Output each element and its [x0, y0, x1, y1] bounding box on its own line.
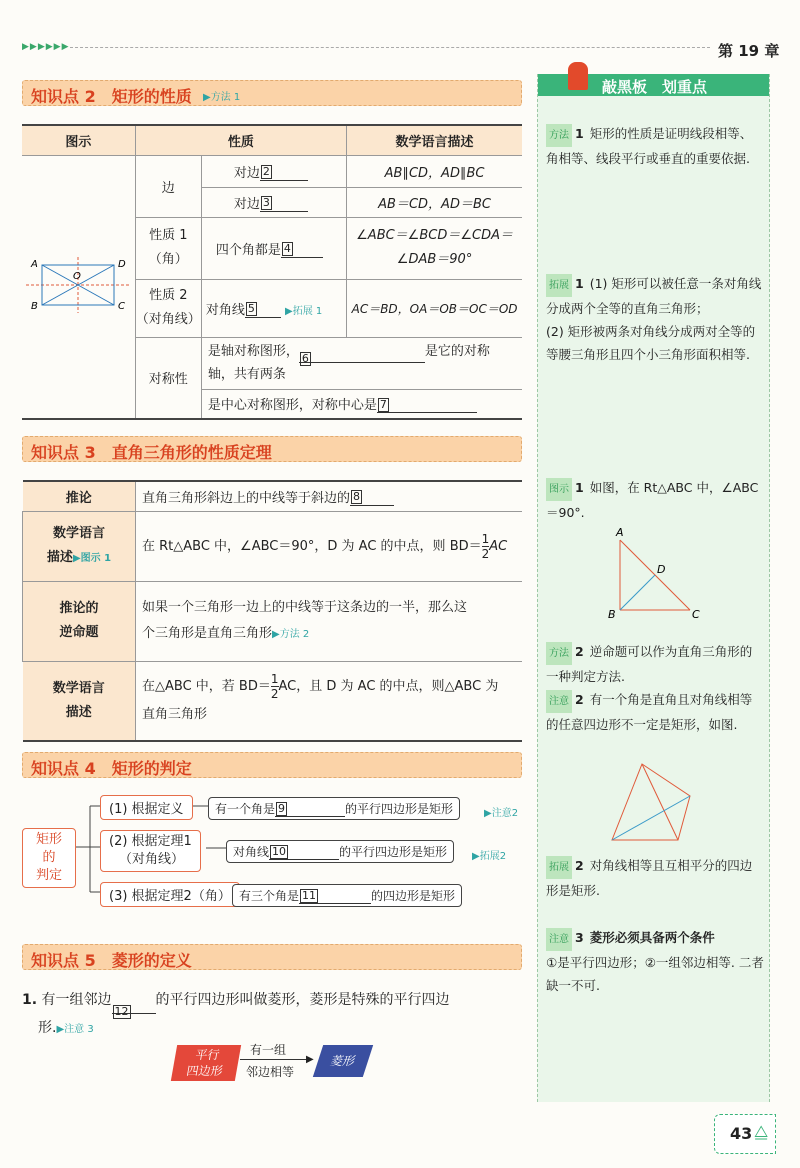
chapter-label: 第 19 章	[718, 42, 780, 60]
quadrilateral-figure	[608, 760, 704, 850]
fig-label-a: A	[31, 258, 39, 270]
n3-note	[546, 926, 764, 997]
teacher-icon	[568, 62, 588, 90]
blank-4[interactable]: 4	[283, 242, 291, 255]
fig-label-d: D	[118, 258, 127, 270]
k5-arrow-bottom: 邻边相等	[246, 1065, 295, 1079]
rect-figure	[26, 255, 130, 315]
col-math: 数学语言描述	[347, 125, 522, 155]
r4-text-c: 直角三角形	[142, 707, 208, 723]
k4-root	[22, 828, 76, 888]
edge1-text: 对边	[233, 165, 260, 181]
sidebar	[537, 74, 770, 1102]
k4-leaf2-ref[interactable]: ▶拓展2	[472, 851, 507, 862]
section-k3-header	[22, 436, 522, 462]
col-figure: 图示	[22, 125, 135, 155]
p1-text: 四个角都是	[215, 242, 281, 258]
col-property: 性质	[135, 125, 346, 155]
header-rule	[70, 47, 710, 48]
r3-label	[23, 581, 136, 661]
k4-leaf1	[208, 797, 460, 820]
r3-text-b: 个三角形是直角三角形	[142, 625, 273, 641]
f1-n: 1	[575, 480, 584, 495]
right-triangle-figure	[598, 526, 708, 622]
e1-text-b: (2) 矩形被两条对角线分成两对全等的等腰三角形且四个小三角形面积相等.	[546, 324, 756, 362]
k5-ref[interactable]: ▶注意 3	[56, 1024, 94, 1035]
k4-branch1: (1) 根据定义	[100, 795, 193, 820]
page-number: 43	[730, 1124, 753, 1143]
sym1-c: 轴，共有两条	[207, 367, 286, 382]
k5-arrow	[240, 1059, 310, 1060]
r2-den: 2	[481, 546, 490, 561]
r4-content	[136, 661, 523, 741]
blank-10[interactable]: 10	[272, 844, 287, 858]
k4-leaf2-b: 的平行四边形是矩形	[339, 845, 448, 859]
edge2-text: 对边	[233, 196, 260, 212]
k4-branch2	[100, 830, 201, 872]
n3-text: ①是平行四边形；②一组邻边相等. 二者缺一不可.	[546, 955, 764, 993]
n3-n: 3	[575, 930, 584, 945]
k5-parallelogram	[171, 1045, 241, 1081]
n2-tag: 注意	[546, 690, 572, 713]
r4-label1: 数学语言	[52, 680, 105, 696]
blank-6[interactable]: 6	[301, 351, 309, 365]
section-k5-title: 知识点 5 菱形的定义	[31, 951, 192, 970]
blank-5[interactable]: 5	[247, 302, 255, 315]
k4-root1: 矩形的	[35, 832, 62, 865]
p1-prop	[201, 217, 346, 279]
tri-label-a: A	[616, 526, 624, 539]
sym1-b: 是它的对称	[424, 344, 490, 359]
tri-label-b: B	[608, 608, 616, 621]
compass-icon: ⧋	[754, 1122, 769, 1141]
e1-note	[546, 272, 764, 366]
k4-root2: 判定	[35, 868, 62, 883]
e1-text-a: (1) 矩形可以被任意一条对角线分成两个全等的直角三角形；	[546, 276, 762, 316]
r3-label1: 推论的	[59, 601, 99, 616]
r4-text-b: AC，且 D 为 AC 的中点，则△ABC 为	[278, 679, 499, 695]
f1-text: 如图，在 Rt△ABC 中，∠ABC＝90°.	[546, 480, 759, 520]
r3-text-a: 如果一个三角形一边上的中线等于这条边的一半，那么这	[142, 599, 468, 615]
k4-leaf2-a: 对角线	[233, 845, 270, 859]
k4-leaf1-ref[interactable]: ▶注意2	[484, 808, 519, 819]
e2-n: 2	[575, 858, 584, 873]
k4-branch3: (3) 根据定理2（角）	[100, 882, 240, 907]
n2-n: 2	[575, 692, 584, 707]
k5-arrow-top: 有一组	[250, 1043, 287, 1057]
blank-2[interactable]: 2	[262, 165, 270, 178]
k4-leaf3	[232, 884, 462, 907]
blank-9[interactable]: 9	[278, 801, 286, 815]
r4-text-a: 在△ABC 中，若 BD＝	[142, 679, 271, 695]
edge2-prop	[201, 187, 346, 217]
blank-11[interactable]: 11	[302, 888, 317, 902]
r4-num: 1	[270, 672, 279, 687]
r2-label2: 描述	[46, 549, 73, 565]
blank-3[interactable]: 3	[262, 196, 270, 209]
k4-branch2-1: (2) 根据定理1	[109, 834, 192, 849]
r2-text: 在 Rt△ABC 中，∠ABC＝90°，D 为 AC 的中点，则 BD＝	[142, 538, 482, 554]
k4-leaf1-a: 有一个角是	[215, 802, 276, 816]
r3-ref[interactable]: ▶方法 2	[272, 628, 310, 640]
r4-den: 2	[270, 687, 279, 702]
e2-text: 对角线相等且互相平分的四边形是矩形.	[546, 858, 753, 898]
r3-content	[136, 581, 523, 661]
n3-tag: 注意	[546, 928, 572, 951]
r4-label	[23, 661, 136, 741]
e2-note	[546, 854, 764, 902]
n2-note	[546, 688, 764, 736]
p2-prop	[201, 279, 346, 337]
sym1-a: 是轴对称图形，	[207, 344, 299, 359]
header-dots: ▶▶▶▶▶▶	[22, 42, 70, 52]
sym2	[201, 389, 522, 419]
r2-label1: 数学语言	[52, 525, 105, 541]
e1-tag: 拓展	[546, 274, 572, 297]
m1-text: 矩形的性质是证明线段相等、角相等、线段平行或垂直的重要依据.	[546, 126, 753, 166]
edge2-math: AB＝CD，AD＝BC	[347, 187, 522, 217]
r2-num: 1	[481, 531, 490, 546]
edge-label: 边	[135, 155, 201, 217]
k5-c: 形.	[38, 1020, 57, 1036]
edge1-math: AB∥CD，AD∥BC	[347, 155, 522, 187]
p2-ref[interactable]: ▶拓展 1	[285, 305, 323, 317]
sym2-a: 是中心对称图形，对称中心是	[207, 398, 377, 414]
edge1-prop	[201, 155, 346, 187]
p2-label: 性质 2 （对角线）	[135, 279, 201, 337]
m1-tag: 方法	[546, 124, 572, 147]
fig-label-b: B	[31, 300, 39, 312]
p1-label: 性质 1 （角）	[135, 217, 201, 279]
m2-note	[546, 640, 764, 688]
r2-tail: AC	[489, 538, 508, 554]
r2-label	[23, 511, 136, 581]
f1-note	[546, 476, 764, 524]
section-k4-title: 知识点 4 矩形的判定	[31, 759, 192, 778]
k4-leaf3-b: 的四边形是矩形	[371, 889, 456, 903]
e1-n: 1	[575, 276, 584, 291]
n2-text: 有一个角是直角且对角线相等的任意四边形不一定是矩形，如图.	[546, 692, 753, 732]
section-k2-title: 知识点 2 矩形的性质	[31, 87, 192, 106]
k4-branch2-2: （对角线）	[119, 852, 185, 867]
section-k3-title: 知识点 3 直角三角形的性质定理	[31, 443, 272, 462]
rect-property-table	[22, 124, 522, 420]
f1-tag: 图示	[546, 478, 572, 501]
r1-content	[136, 481, 523, 511]
section-k2-header	[22, 80, 522, 106]
blank-8[interactable]: 8	[353, 490, 361, 504]
blank-7[interactable]: 7	[379, 397, 387, 411]
m1-note	[546, 122, 764, 170]
section-k4-header	[22, 752, 522, 778]
fig-label-c: C	[118, 300, 126, 312]
m2-n: 2	[575, 644, 584, 659]
k4-leaf2	[226, 840, 454, 863]
rect-figure-cell	[22, 155, 135, 419]
k4-leaf3-a: 有三个角是	[239, 889, 300, 903]
r1-text: 直角三角形斜边上的中线等于斜边的	[142, 490, 351, 506]
n3-title: 菱形必须具备两个条件	[589, 930, 715, 945]
k5-p2: 四边形	[185, 1064, 224, 1078]
k5-arrow-head: ▶	[306, 1054, 314, 1065]
e2-tag: 拓展	[546, 856, 572, 879]
section-k5-header	[22, 944, 522, 970]
k5-text	[22, 986, 522, 1044]
m2-text: 逆命题可以作为直角三角形的一种判定方法.	[546, 644, 753, 684]
p1-math: ∠ABC＝∠BCD＝∠CDA＝ ∠DAB＝90°	[347, 217, 522, 279]
r4-label2: 描述	[65, 704, 92, 720]
blank-12[interactable]: 12	[114, 1005, 129, 1018]
p2-math: AC＝BD，OA＝OB＝OC＝OD	[347, 279, 522, 337]
k4-leaf1-b: 的平行四边形是矩形	[345, 802, 454, 816]
r2-ref[interactable]: ▶图示 1	[72, 552, 112, 564]
k5-num: 1.	[22, 992, 38, 1008]
p2-text: 对角线	[205, 302, 245, 318]
fig-label-o: O	[73, 270, 82, 282]
k5-p1: 平行	[194, 1048, 221, 1062]
k5-a: 有一组邻边	[41, 992, 112, 1008]
tri-label-d: D	[657, 563, 666, 576]
sidebar-banner-text: 敲黑板 划重点	[602, 78, 708, 96]
tri-label-c: C	[692, 608, 700, 621]
right-triangle-table	[22, 480, 522, 742]
k5-b: 的平行四边形叫做菱形，菱形是特殊的平行四边	[155, 992, 450, 1008]
k5-rhombus: 菱形	[313, 1045, 373, 1077]
r1-label: 推论	[23, 481, 136, 511]
m1-n: 1	[575, 126, 584, 141]
sym-label: 对称性	[135, 337, 201, 419]
m2-tag: 方法	[546, 642, 572, 665]
r3-label2: 逆命题	[59, 625, 99, 640]
section-k2-ref: ▶方法 1	[203, 92, 241, 103]
sym1	[201, 337, 522, 389]
r2-content	[136, 511, 523, 581]
